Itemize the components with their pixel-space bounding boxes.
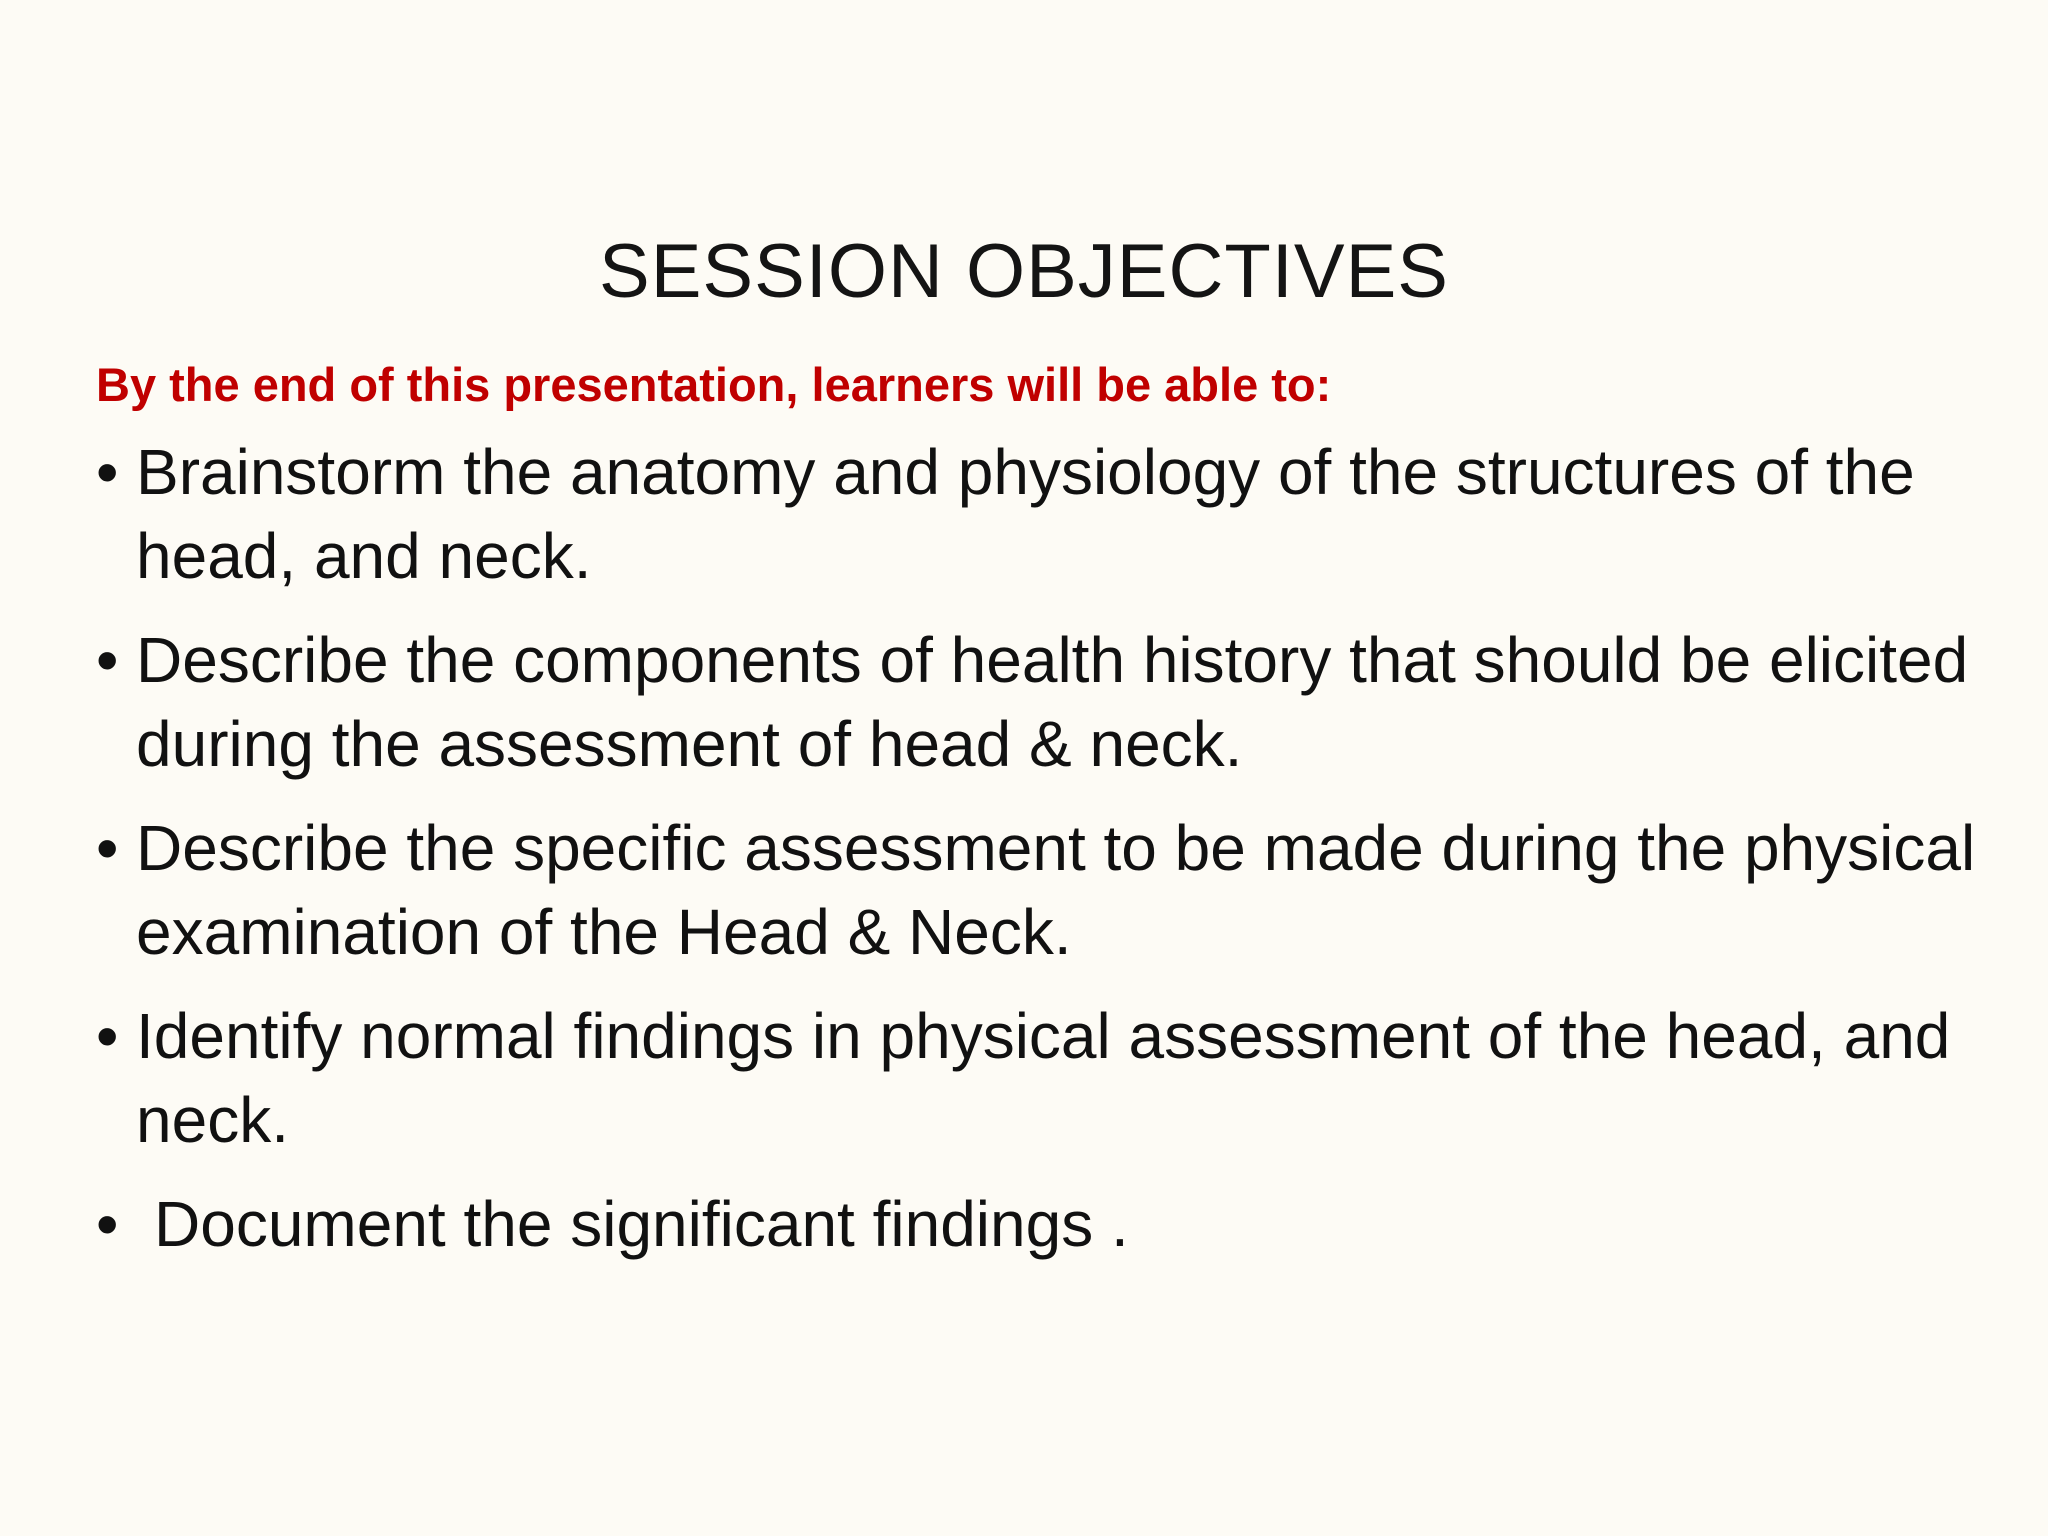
- objective-item: [96, 618, 1976, 786]
- bullet-icon: •: [96, 1000, 119, 1072]
- bullet-icon: •: [96, 812, 119, 884]
- objective-item: [96, 806, 1976, 974]
- objective-item: [96, 994, 1976, 1162]
- objective-text: Describe the specific assessment to be made during the physical examination of the Head & Neck.: [136, 812, 1976, 968]
- slide-title: SESSION OBJECTIVES: [599, 229, 1449, 314]
- objectives-list: [96, 430, 1976, 1286]
- objective-text: Describe the components of health history that should be elicited during the assessment of head & neck.: [136, 624, 1969, 780]
- objective-text: Identify normal findings in physical assessment of the head, and neck.: [136, 1000, 1951, 1156]
- bullet-icon: •: [96, 1188, 119, 1260]
- slide-subtitle: By the end of this presentation, learners will be able to:: [96, 358, 1332, 411]
- objective-text: Brainstorm the anatomy and physiology of the structures of the head, and neck.: [136, 436, 1915, 592]
- bullet-icon: •: [96, 624, 119, 696]
- bullet-icon: •: [96, 436, 119, 508]
- objective-text: Document the significant findings .: [154, 1188, 1129, 1260]
- objective-item: [96, 430, 1976, 598]
- objective-item: [96, 1182, 1976, 1266]
